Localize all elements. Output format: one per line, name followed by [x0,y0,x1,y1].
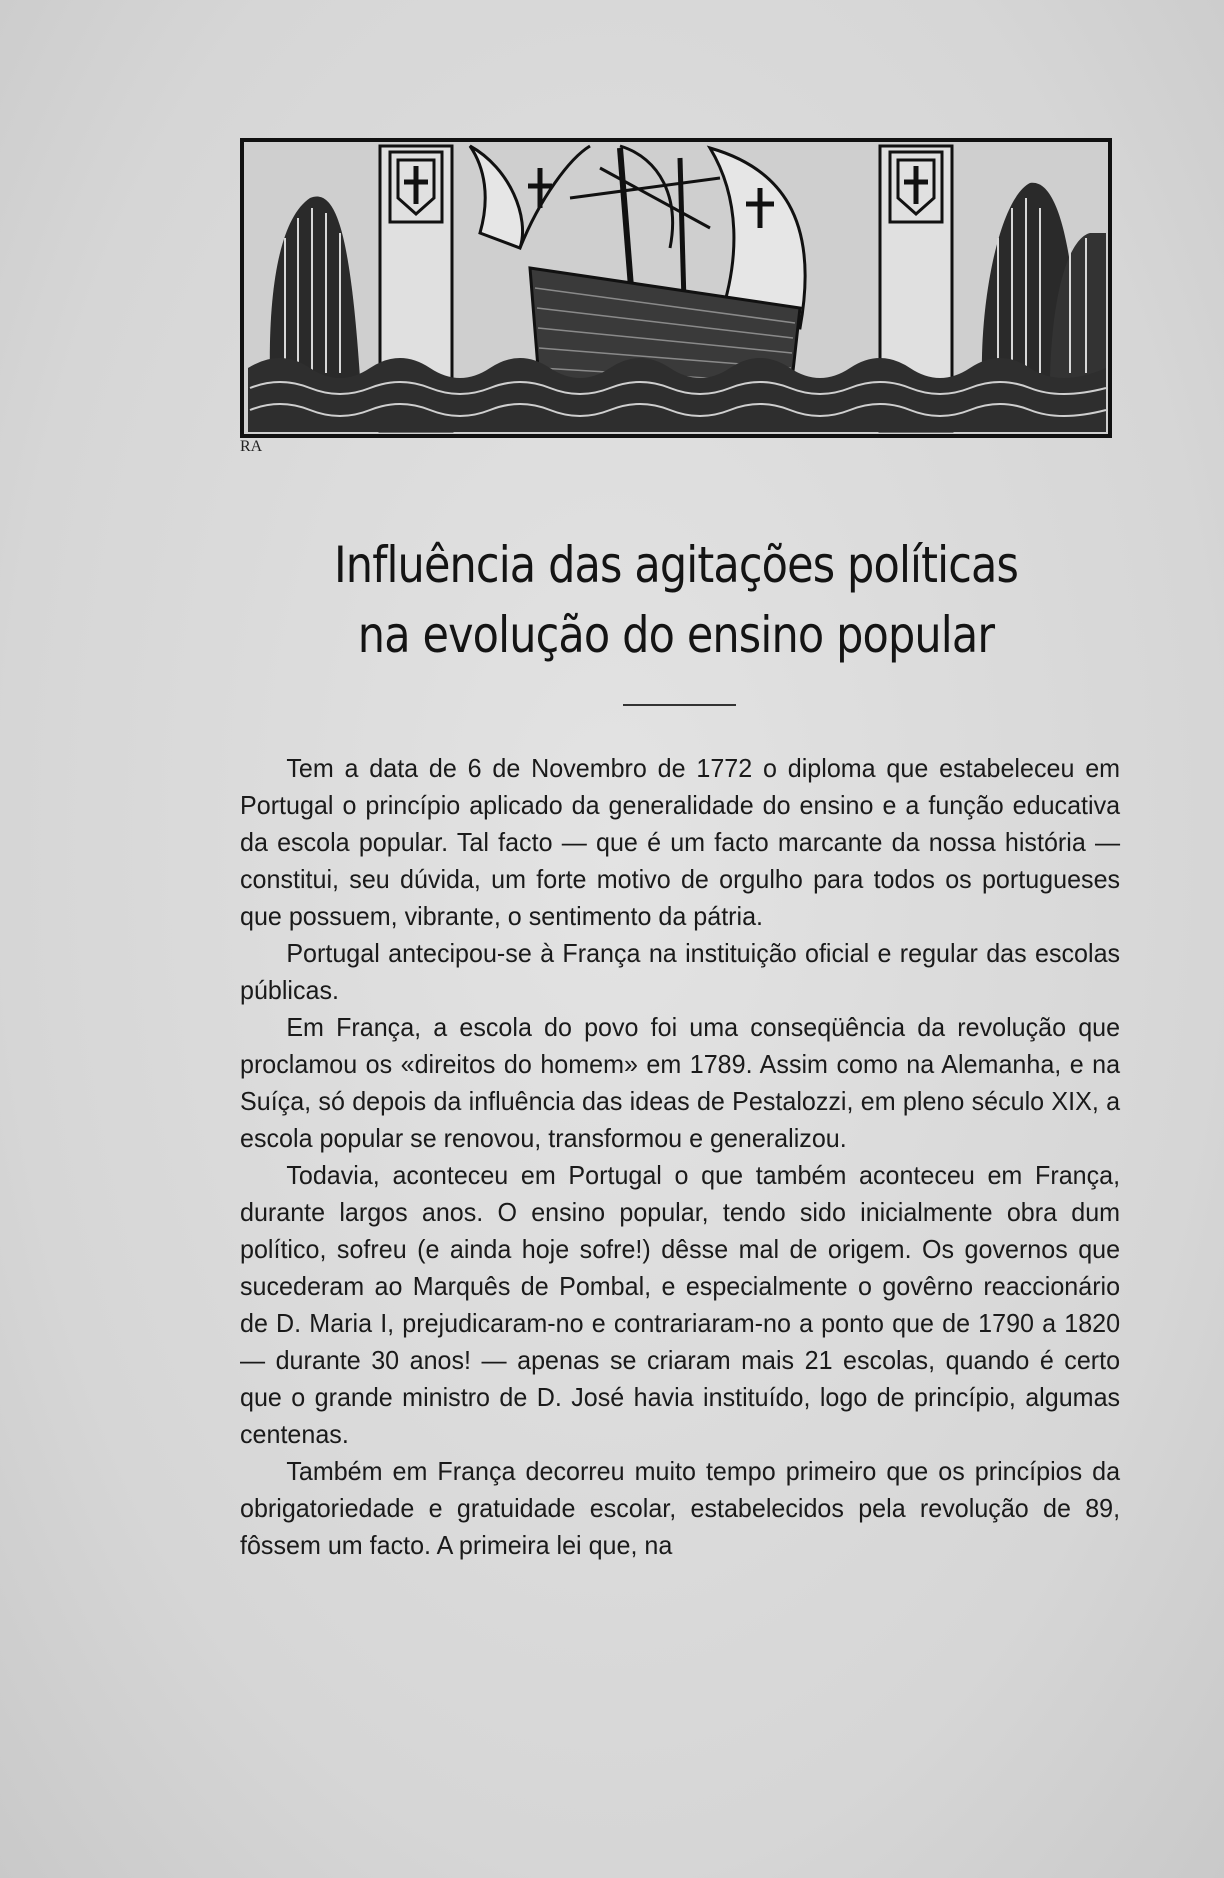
illustrator-signature: RA [240,438,263,455]
article-body [240,750,1120,1564]
title-line-2: na evolução do ensino popular [357,606,995,664]
paragraph: Tem a data de 6 de Novembro de 1772 o diploma que estabeleceu em Portugal o princípio aplicado da generalidade do ensino e a função educativa da escola popular. Tal facto — que é um facto marcante da nossa história — constitui, seu dúvida, um forte motivo de orgulho para todos os portugueses que possuem, vibrante, o sentimento da pátria. [240,753,1121,931]
title-line-1: Influência das agitações políticas [333,536,1019,594]
title-divider [623,704,736,706]
paragraph: Também em França decorreu muito tempo primeiro que os princípios da obrigatoriedade e gratuidade escolar, estabelecidos pela revolução de 89, fôssem um facto. A primeira lei que, na [240,1456,1121,1560]
article-title [301,530,1051,670]
paragraph: Todavia, aconteceu em Portugal o que também aconteceu em França, durante largos anos. O ensino popular, tendo sido inicialmente obra dum político, sofreu (e ainda hoje sofre!) dêsse mal de origem. Os governos que sucederam ao Marquês de Pombal, e especialmente o govêrno reaccionário de D. Maria I, prejudicaram-no e contrariaram-no a ponto que de 1790 a 1820 — durante 30 anos! — apenas se criaram mais 21 escolas, quando é certo que o grande ministro de D. José havia instituído, logo de princípio, algumas centenas. [240,1160,1121,1449]
caravel-ship-vignette-icon [240,138,1112,438]
paragraph: Portugal antecipou-se à França na instituição oficial e regular das escolas públicas. [240,938,1121,1005]
paragraph: Em França, a escola do povo foi uma conseqüência da revolução que proclamou os «direitos do homem» em 1789. Assim como na Alemanha, e na Suíça, só depois da influência das ideas de Pestalozzi, em pleno século XIX, a escola popular se renovou, transformou e generalizou. [240,1012,1121,1153]
